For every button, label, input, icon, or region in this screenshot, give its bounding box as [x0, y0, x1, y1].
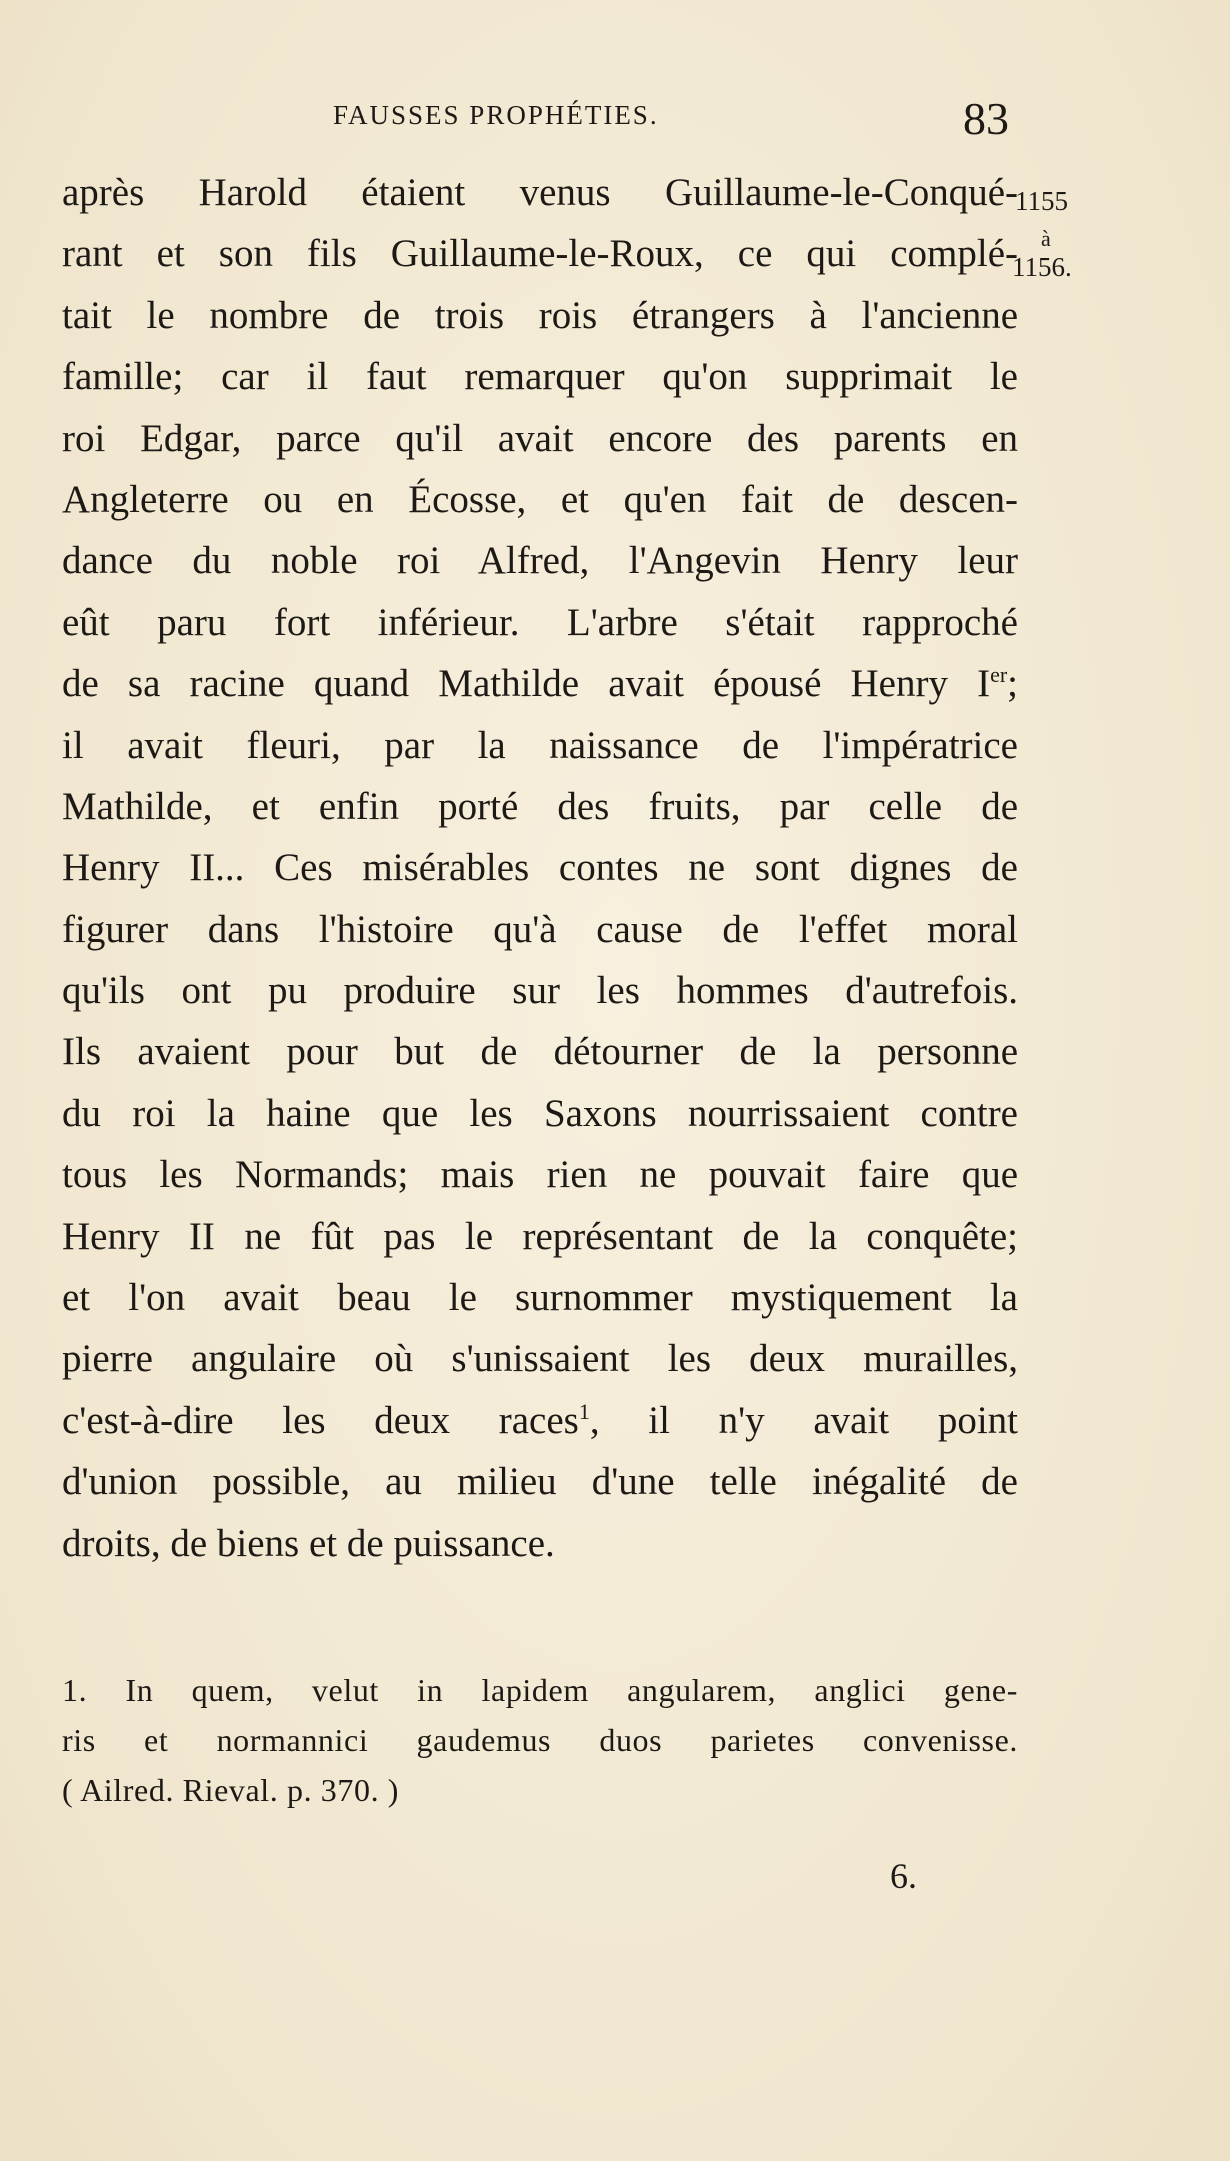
superscript-er: er: [990, 662, 1008, 688]
text-line: d'union possible, au milieu d'une telle inégalité de: [62, 1460, 1018, 1504]
running-title: FAUSSES PROPHÉTIES.: [333, 100, 659, 130]
text-line: eût paru fort inférieur. L'arbre s'était rapproché: [62, 600, 1018, 644]
text-line: Ils avaient pour but de détourner de la personne: [62, 1030, 1018, 1074]
text-line-main: de sa racine quand Mathilde avait épousé Henry I: [62, 662, 991, 706]
footnotes: [62, 1665, 1018, 1815]
text-line: [62, 653, 1018, 714]
text-line: qu'ils ont pu produire sur les hommes d'autrefois.: [62, 969, 1018, 1013]
text-line: après Harold étaient venus Guillaume-le-Conqué-: [62, 171, 1018, 214]
text-line: il avait fleuri, par la naissance de l'impératrice: [62, 723, 1018, 767]
margin-date-end: 1156.: [1012, 252, 1072, 282]
text-line-tail: , il n'y avait point: [589, 1398, 1018, 1442]
text-line-main: c'est-à-dire les deux races: [62, 1398, 579, 1442]
text-line: rant et son fils Guillaume-le-Roux, ce qui complé-: [62, 232, 1018, 276]
text-line-tail: ;: [1007, 662, 1018, 706]
margin-date-connector: à: [1041, 226, 1051, 251]
text-line: famille; car il faut remarquer qu'on supprimait le: [62, 355, 1018, 399]
text-line: Henry II ne fût pas le représentant de la conquête;: [62, 1214, 1018, 1258]
text-line: dance du noble roi Alfred, l'Angevin Henry leur: [62, 539, 1018, 583]
page-number: 83: [963, 93, 1009, 144]
footnote-line: 1. In quem, velut in lapidem angularem, anglici gene-: [62, 1672, 1018, 1708]
footnote-line: ris et normannici gaudemus duos parietes convenisse.: [62, 1722, 1018, 1758]
margin-date-start: 1155: [1015, 186, 1068, 216]
text-line: Henry II... Ces misérables contes ne sont dignes de: [62, 846, 1018, 890]
text-line: et l'on avait beau le surnommer mystiquement la: [62, 1276, 1018, 1320]
text-line: Angleterre ou en Écosse, et qu'en fait de descen-: [62, 477, 1018, 521]
text-line: pierre angulaire où s'unissaient les deux murailles,: [62, 1337, 1018, 1381]
text-line: [62, 1390, 1018, 1451]
text-line: Mathilde, et enfin porté des fruits, par celle de: [62, 784, 1018, 828]
text-line: roi Edgar, parce qu'il avait encore des parents en: [62, 416, 1018, 460]
text-line: droits, de biens et de puissance.: [62, 1521, 555, 1565]
text-line: du roi la haine que les Saxons nourrissaient contre: [62, 1091, 1018, 1135]
footnote-line: ( Ailred. Rieval. p. 370. ): [62, 1772, 400, 1808]
text-line: figurer dans l'histoire qu'à cause de l'effet moral: [62, 907, 1018, 951]
text-line: tous les Normands; mais rien ne pouvait faire que: [62, 1153, 1018, 1197]
text-line: tait le nombre de trois rois étrangers à l'ancienne: [62, 293, 1018, 337]
body-text: [62, 162, 1018, 1574]
footnote-marker: 1: [578, 1398, 590, 1424]
signature-mark: 6.: [890, 1856, 917, 1896]
